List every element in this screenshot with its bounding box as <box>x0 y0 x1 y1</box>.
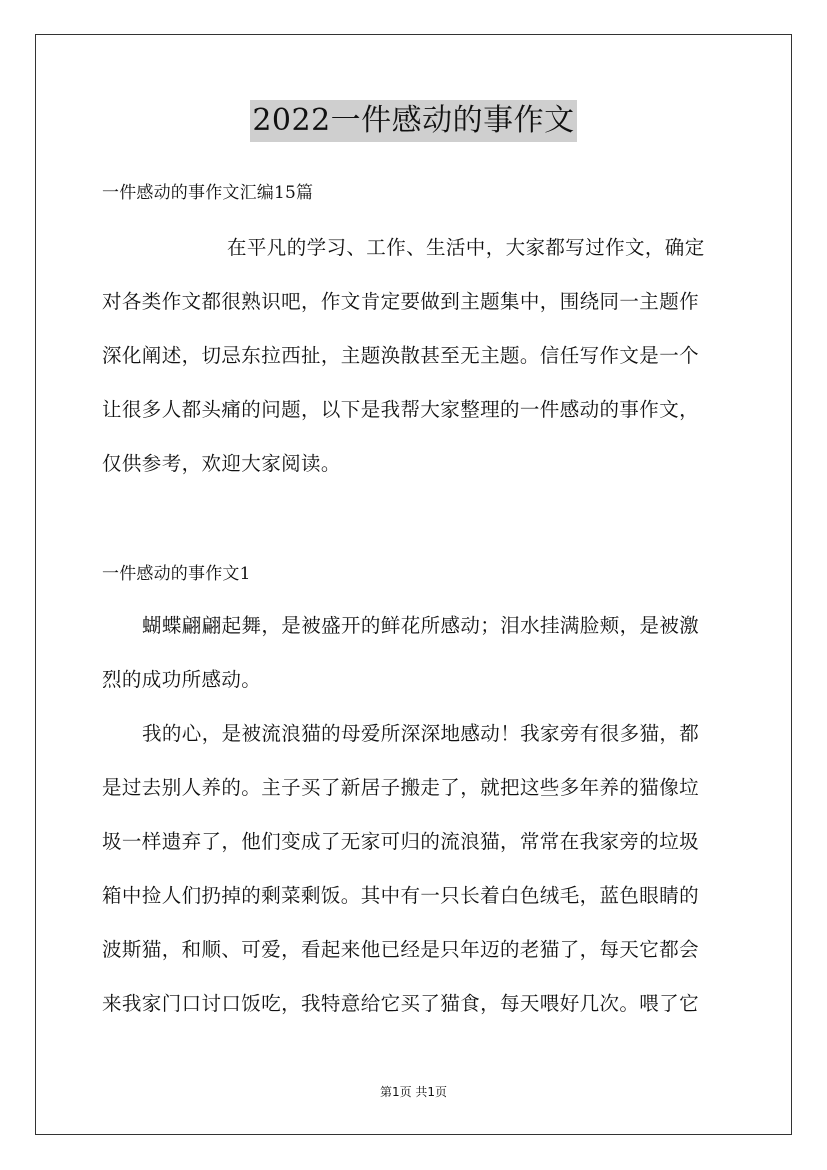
page-number-footer: 第1页 共1页 <box>379 1085 448 1099</box>
intro-line-3: 深化阐述，切忌东拉西扯，主题涣散甚至无主题。信任写作文是一个 <box>102 344 700 367</box>
intro-line-2: 对各类作文都很熟识吧，作文肯定要做到主题集中，围绕同一主题作 <box>102 290 700 313</box>
paragraph2-line-6: 来我家门口讨口饭吃，我特意给它买了猫食，每天喂好几次。喂了它 <box>102 992 700 1015</box>
intro-line-5: 仅供参考，欢迎大家阅读。 <box>102 452 341 475</box>
paragraph2-line-5: 波斯猫，和顺、可爱，看起来他已经是只年迈的老猫了，每天它都会 <box>102 938 700 961</box>
title-container <box>0 100 827 142</box>
paragraph1-line-1: 蝴蝶翩翩起舞，是被盛开的鲜花所感动；泪水挂满脸颊，是被激 <box>142 614 700 637</box>
paragraph2-line-1: 我的心，是被流浪猫的母爱所深深地感动！我家旁有很多猫，都 <box>142 722 700 745</box>
paragraph2-line-2: 是过去别人养的。主子买了新居子搬走了，就把这些多年养的猫像垃 <box>102 776 700 799</box>
paragraph1-line-2: 烈的成功所感动。 <box>102 668 262 691</box>
document-title: 2022一件感动的事作文 <box>250 100 576 142</box>
intro-line-4: 让很多人都头痛的问题，以下是我帮大家整理的一件感动的事作文， <box>102 398 700 421</box>
intro-line-1: 在平凡的学习、工作、生活中，大家都写过作文，确定 <box>227 236 705 259</box>
paragraph2-line-4: 箱中捡人们扔掉的剩菜剩饭。其中有一只长着白色绒毛，蓝色眼睛的 <box>102 884 700 907</box>
document-subtitle: 一件感动的事作文汇编15篇 <box>102 183 314 203</box>
paragraph2-line-3: 圾一样遗弃了，他们变成了无家可归的流浪猫，常常在我家旁的垃圾 <box>102 830 700 853</box>
section-heading: 一件感动的事作文1 <box>102 564 251 584</box>
